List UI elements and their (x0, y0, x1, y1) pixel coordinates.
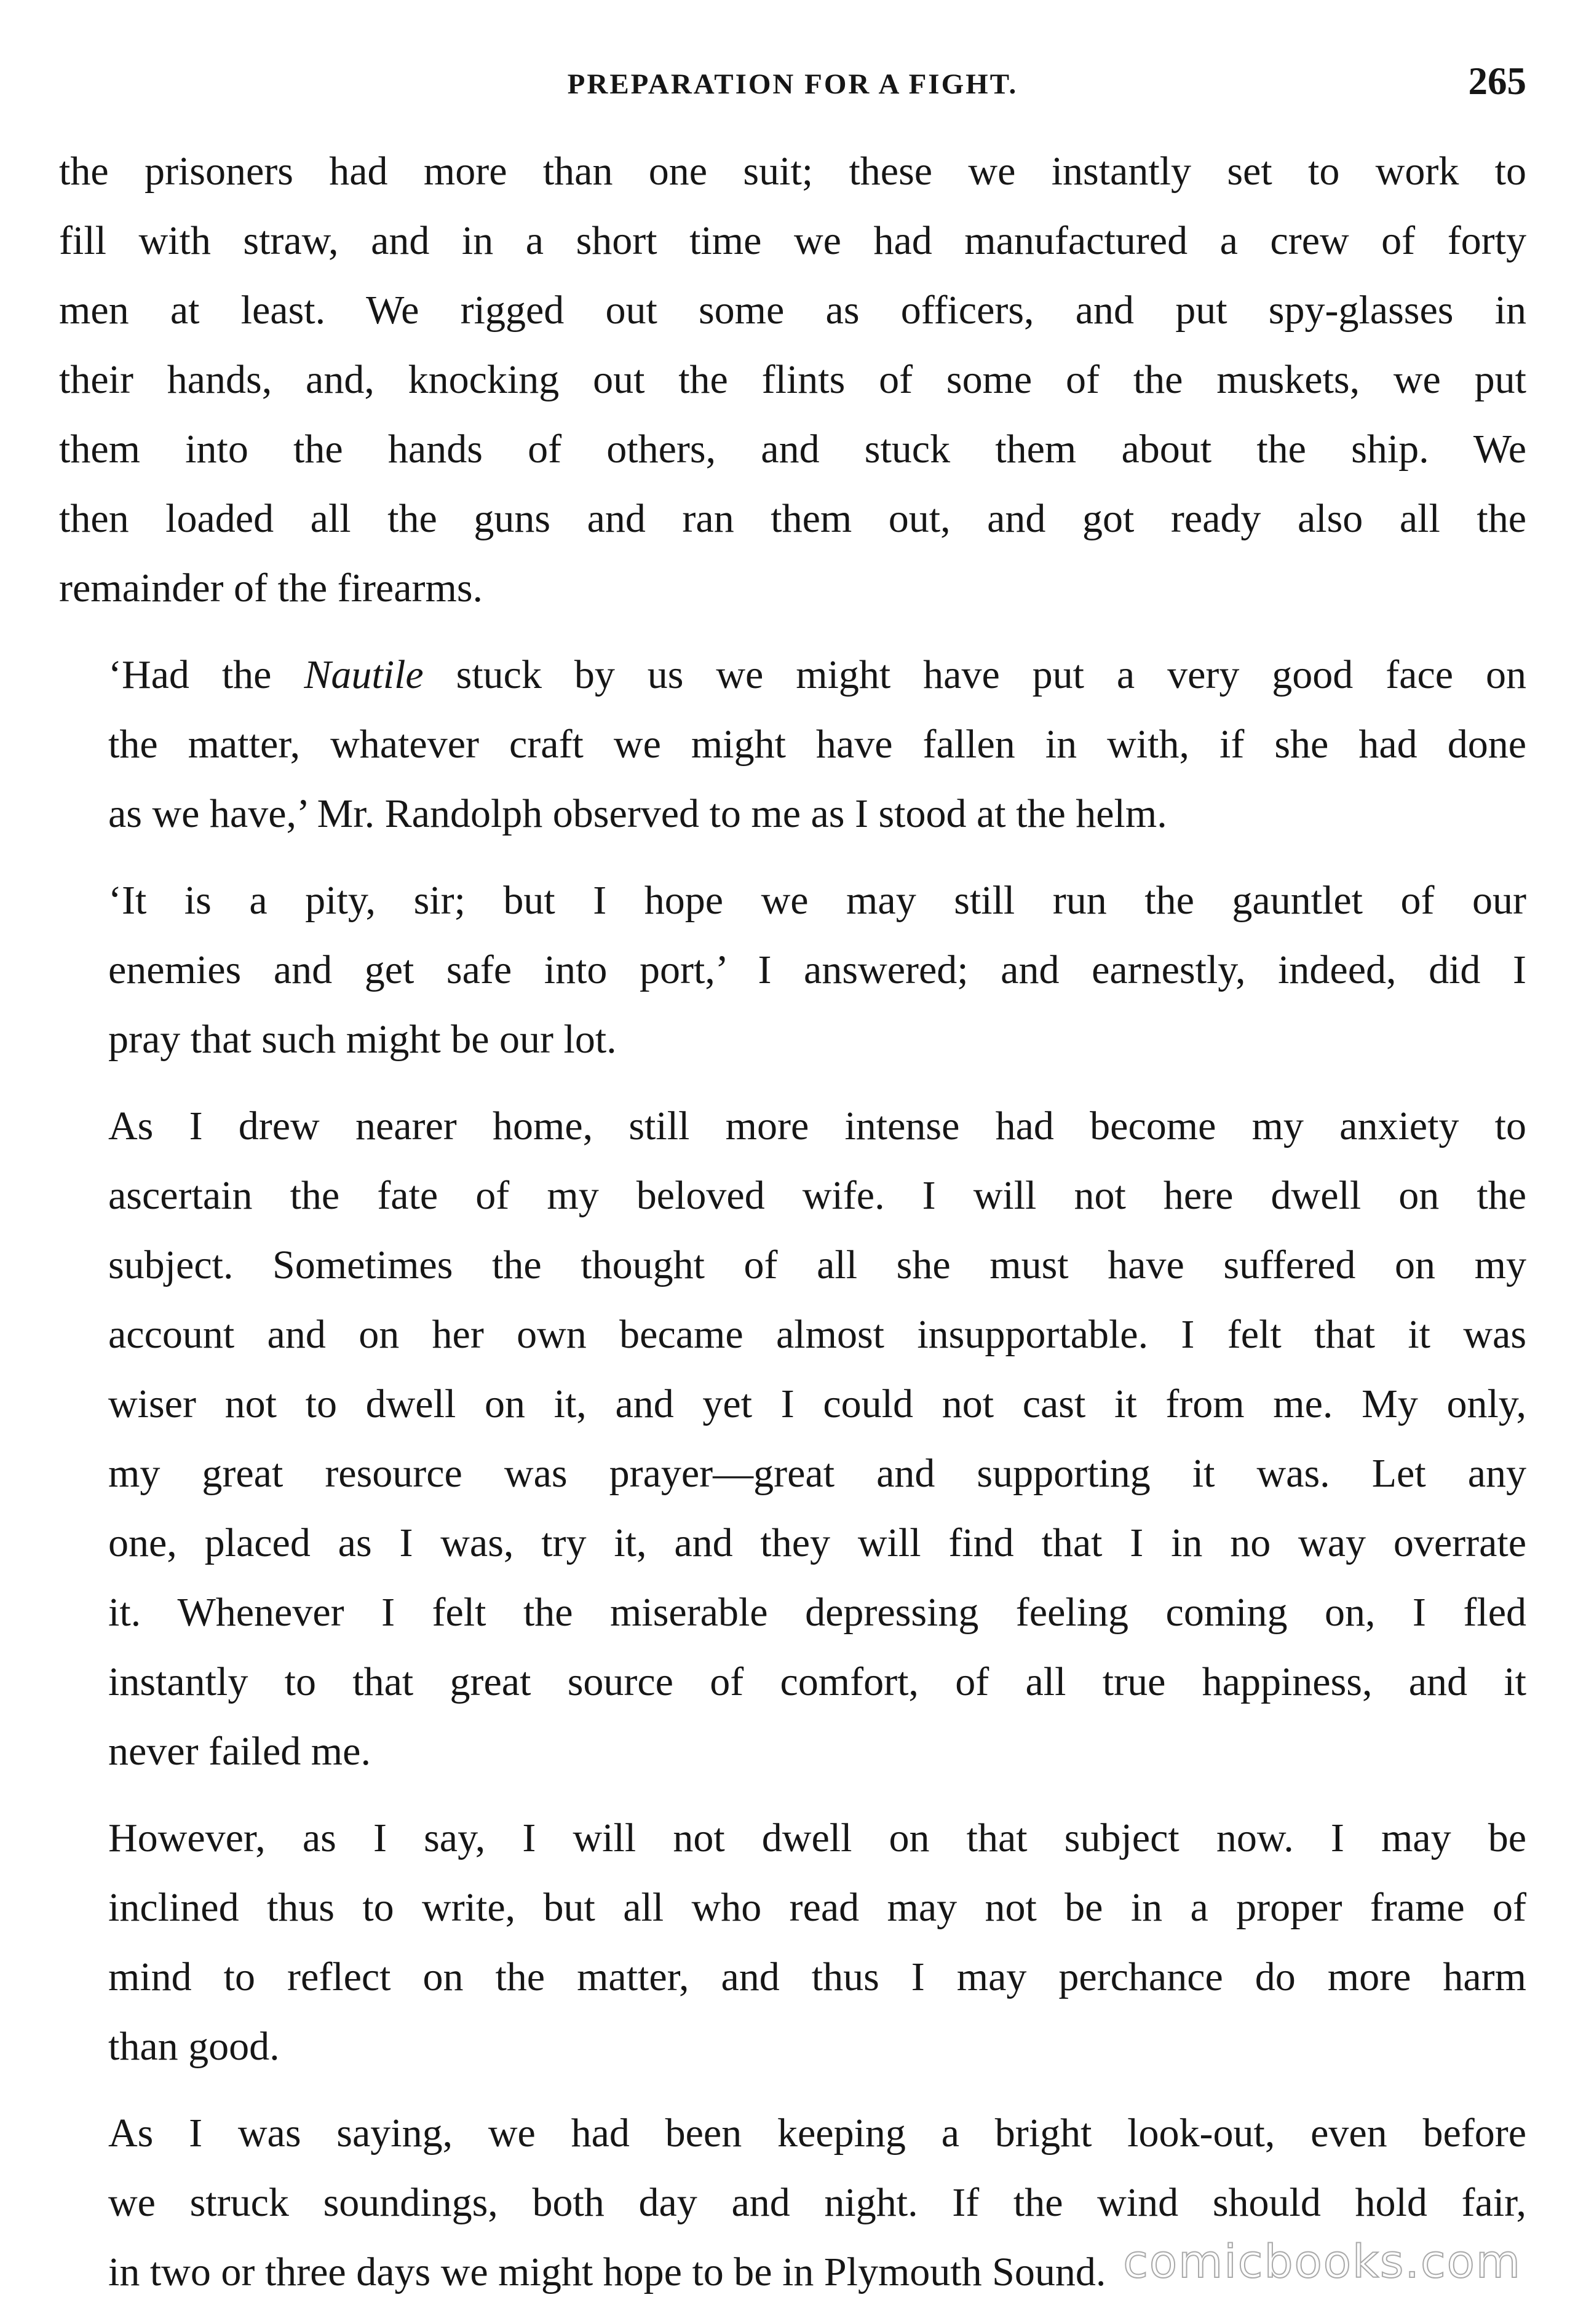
text-line: instantly to that great source of comfort, of all true happiness, and it (108, 1659, 1526, 1704)
text-line: account and on her own became almost insupportable. I felt that it was (108, 1312, 1526, 1357)
paragraph (59, 640, 1526, 848)
text-line: it. Whenever I felt the miserable depressing feeling coming on, I fled (108, 1590, 1526, 1635)
text-line: we struck soundings, both day and night. If the wind should hold fair, (108, 2180, 1526, 2225)
text-line: As I was saying, we had been keeping a bright look-out, even before (108, 2111, 1526, 2156)
text-line: subject. Sometimes the thought of all she must have suffered on my (108, 1243, 1526, 1287)
text-line: As I drew nearer home, still more intense had become my anxiety to (108, 1104, 1526, 1148)
watermark-logo: comicbooks.com (1123, 2235, 1521, 2288)
text-line: enemies and get safe into port,’ I answered; and earnestly, indeed, did I (108, 947, 1526, 992)
body-text (59, 136, 1526, 2324)
page-number: 265 (1468, 60, 1526, 103)
text-line: my great resource was prayer—great and supporting it was. Let any (108, 1451, 1526, 1496)
text-line: the prisoners had more than one suit; these we instantly set to work to (59, 149, 1526, 194)
text-line: as we have,’ Mr. Randolph observed to me as I stood at the helm. (108, 791, 1167, 836)
text-line: wiser not to dwell on it, and yet I could not cast it from me. My only, (108, 1381, 1526, 1426)
text-line: men at least. We rigged out some as officers, and put spy-glasses in (59, 288, 1526, 333)
paragraph (59, 1091, 1526, 1786)
text-line: their hands, and, knocking out the flints of some of the muskets, we put (59, 357, 1526, 402)
page-header (59, 59, 1526, 114)
text-line: then loaded all the guns and ran them out, and got ready also all the (59, 496, 1526, 541)
text-line: ‘Had the Nautile stuck by us we might have put a very good face on (108, 652, 1526, 697)
text-line: mind to reflect on the matter, and thus I may perchance do more harm (108, 1954, 1526, 1999)
text-line: one, placed as I was, try it, and they will find that I in no way overrate (108, 1520, 1526, 1565)
text-line: in two or three days we might hope to be in Plymouth Sound. (108, 2250, 1106, 2294)
italic-ship-name: Nautile (304, 652, 424, 697)
text-line: them into the hands of others, and stuck them about the ship. We (59, 427, 1526, 472)
text-line: the matter, whatever craft we might have fallen in with, if she had done (108, 722, 1526, 767)
text-line: pray that such might be our lot. (108, 1017, 617, 1062)
text-line: than good. (108, 2024, 280, 2069)
text-line: ‘It is a pity, sir; but I hope we may still run the gauntlet of our (108, 878, 1526, 923)
paragraph (59, 866, 1526, 1074)
running-head: PREPARATION FOR A FIGHT. (567, 68, 1018, 100)
text-line: However, as I say, I will not dwell on that subject now. I may be (108, 1816, 1526, 1860)
text-line: remainder of the firearms. (59, 566, 483, 611)
text-line: ascertain the fate of my beloved wife. I will not here dwell on the (108, 1173, 1526, 1218)
text-line: never failed me. (108, 1729, 371, 1774)
paragraph (59, 1803, 1526, 2081)
text-line: inclined thus to write, but all who read may not be in a proper frame of (108, 1885, 1526, 1930)
text-line: fill with straw, and in a short time we had manufactured a crew of forty (59, 218, 1526, 263)
paragraph (59, 136, 1526, 623)
